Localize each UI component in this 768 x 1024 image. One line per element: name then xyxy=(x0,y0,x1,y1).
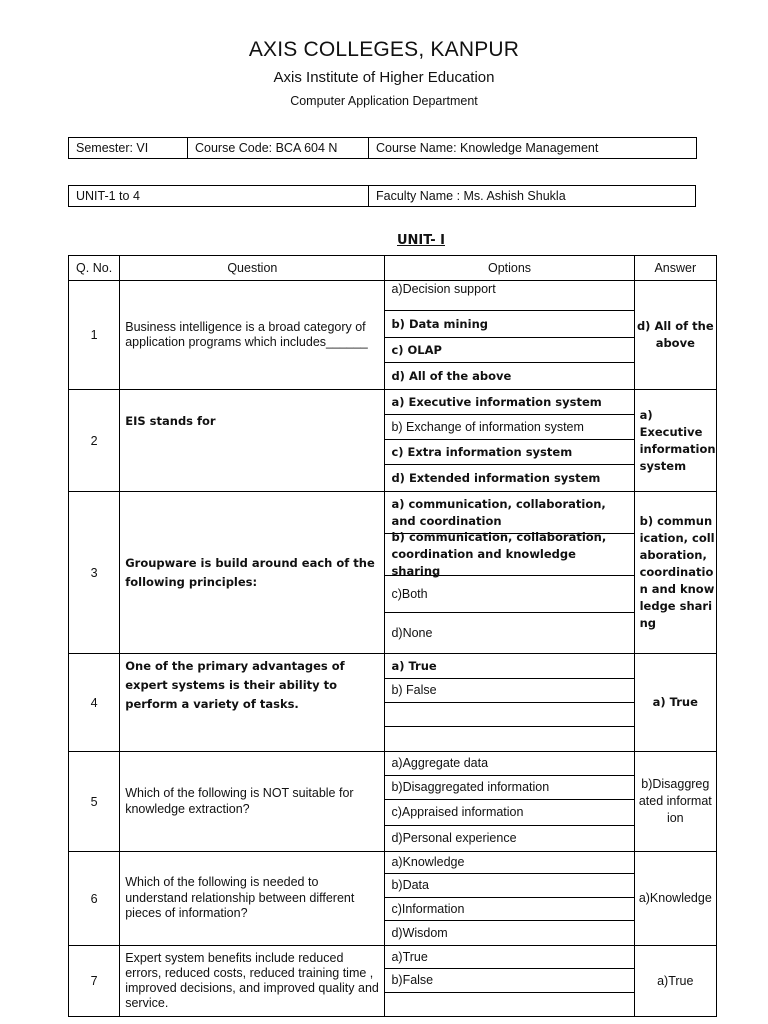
question-text: One of the primary advantages of expert systems is their ability to perform a variety of tasks. xyxy=(120,654,385,752)
question-number: 7 xyxy=(69,946,120,1017)
units-cell: UNIT-1 to 4 xyxy=(69,186,369,207)
options-cell xyxy=(385,752,634,852)
header-qno: Q. No. xyxy=(69,256,120,281)
answer-cell: a)True xyxy=(634,946,716,1017)
question-number: 3 xyxy=(69,492,120,654)
options-cell xyxy=(385,492,634,654)
option: d)Personal experience xyxy=(391,831,517,845)
question-number: 5 xyxy=(69,752,120,852)
table-row xyxy=(69,390,717,492)
table-row xyxy=(69,752,717,852)
table-row xyxy=(69,946,717,1017)
table-header-row xyxy=(69,256,717,281)
options-cell xyxy=(385,852,634,946)
question-table xyxy=(68,255,717,1017)
question-text: Expert system benefits include reduced errors, reduced costs, reduced training time , improved decisions, and improved quality and service. xyxy=(120,946,385,1017)
course-info-table xyxy=(68,137,697,159)
header-question: Question xyxy=(120,256,385,281)
table-row xyxy=(69,852,717,946)
question-text: Business intelligence is a broad category of application programs which includes______ xyxy=(120,281,385,390)
header-answer: Answer xyxy=(634,256,716,281)
options-cell xyxy=(385,390,634,492)
answer-cell: a)Knowledge xyxy=(634,852,716,946)
options-cell xyxy=(385,654,634,752)
course-code-cell: Course Code: BCA 604 N xyxy=(188,138,369,159)
semester-cell: Semester: VI xyxy=(69,138,188,159)
unit-heading: UNIT- I xyxy=(397,233,445,248)
option: a)Aggregate data xyxy=(385,752,633,776)
question-number: 6 xyxy=(69,852,120,946)
option: b)Data xyxy=(385,874,633,898)
course-name-cell: Course Name: Knowledge Management xyxy=(369,138,697,159)
question-number: 1 xyxy=(69,281,120,390)
answer-cell: b)Disaggregated information xyxy=(634,752,716,852)
option: c)Appraised information xyxy=(385,800,633,826)
option: c) Extra information system xyxy=(385,440,633,465)
option: d)Wisdom xyxy=(391,925,448,940)
department-name: Computer Application Department xyxy=(290,94,478,108)
question-text: Which of the following is needed to understand relationship between different pieces of information? xyxy=(120,852,385,946)
option: d)None xyxy=(391,625,433,640)
option: a)Knowledge xyxy=(385,852,633,874)
table-row xyxy=(69,492,717,654)
option: a)True xyxy=(385,946,633,969)
header-options: Options xyxy=(385,256,634,281)
faculty-cell: Faculty Name : Ms. Ashish Shukla xyxy=(369,186,696,207)
institute-name: Axis Institute of Higher Education xyxy=(273,69,495,86)
answer-cell: a) Executive information system xyxy=(634,390,716,492)
table-row xyxy=(69,281,717,390)
question-number: 4 xyxy=(69,654,120,752)
answer-cell: b) communication, collaboration, coordination and knowledge sharing xyxy=(634,492,716,654)
option: b)False xyxy=(385,969,633,993)
answer-cell: a) True xyxy=(634,654,716,752)
option: b) False xyxy=(385,679,633,703)
question-text: Which of the following is NOT suitable for knowledge extraction? xyxy=(120,752,385,852)
option xyxy=(385,703,633,727)
option xyxy=(385,993,633,1016)
table-row xyxy=(69,654,717,752)
option: a) True xyxy=(385,654,633,679)
answer-cell: d) All of the above xyxy=(634,281,716,390)
unit-faculty-table xyxy=(68,185,696,207)
options-cell xyxy=(385,946,634,1017)
option xyxy=(385,727,633,751)
question-text: EIS stands for xyxy=(120,390,385,492)
option: c) OLAP xyxy=(385,338,633,363)
option: b) communication, collaboration, coordination and knowledge sharing xyxy=(385,534,633,576)
option: a)Decision support xyxy=(385,281,633,311)
option: a) communication, collaboration, and coordination xyxy=(385,492,633,534)
question-text: Groupware is build around each of the following principles: xyxy=(120,492,385,654)
option: b)Disaggregated information xyxy=(385,776,633,800)
college-name: AXIS COLLEGES, KANPUR xyxy=(248,38,520,61)
option: d) Extended information system xyxy=(391,470,601,485)
option: d) All of the above xyxy=(391,368,512,383)
question-number: 2 xyxy=(69,390,120,492)
option: b) Exchange of information system xyxy=(385,415,633,440)
option: c)Information xyxy=(385,898,633,921)
option: c)Both xyxy=(385,576,633,613)
option: b) Data mining xyxy=(385,311,633,338)
options-cell xyxy=(385,281,634,390)
option: a) Executive information system xyxy=(385,390,633,415)
